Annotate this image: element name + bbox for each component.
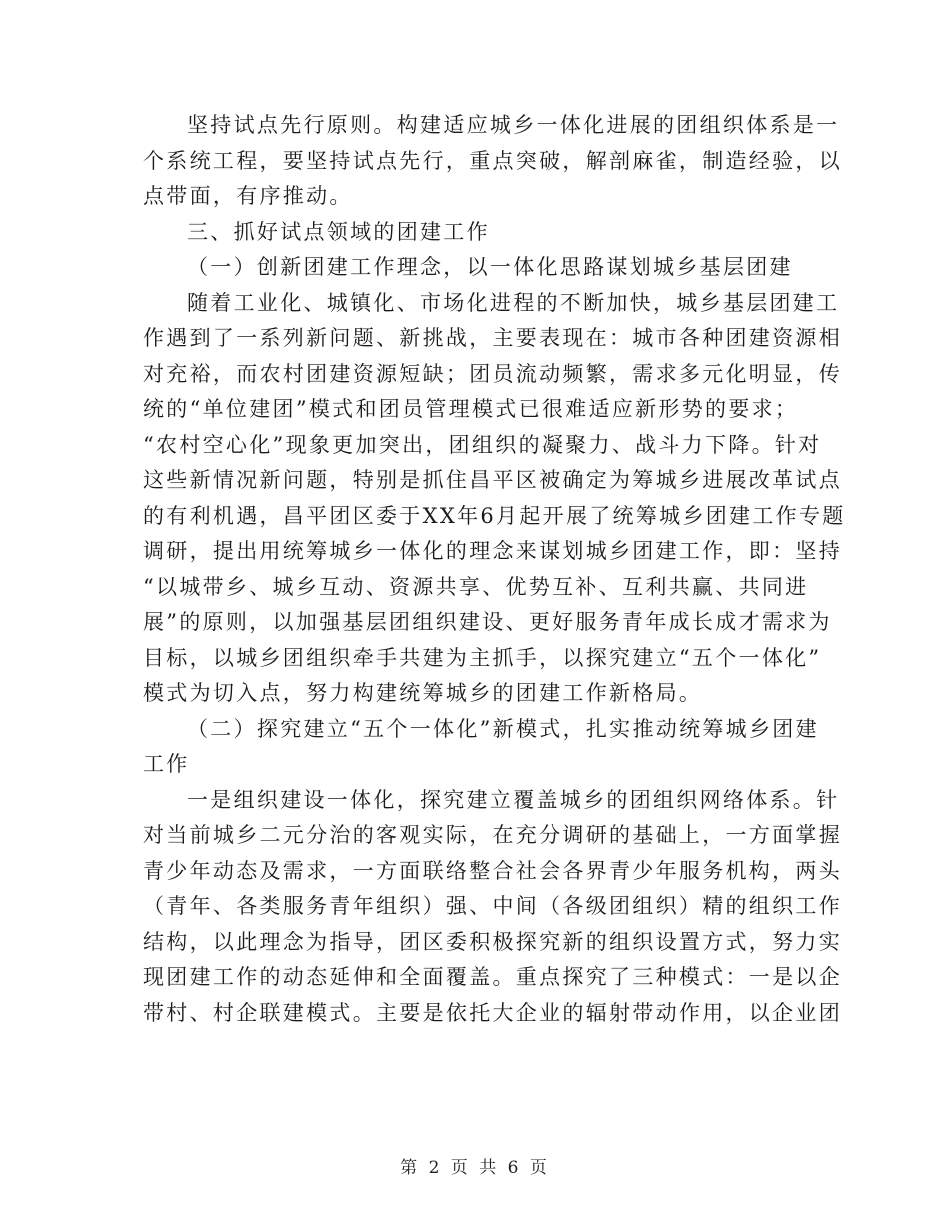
text-line: 统的“单位建团”模式和团员管理模式已很难适应新形势的要求；	[143, 397, 799, 421]
text-line: 模式为切入点，努力构建统筹城乡的团建工作新格局。	[143, 681, 703, 705]
text-line: 三、抓好试点领域的团建工作	[187, 219, 490, 244]
text-line: 随着工业化、城镇化、市场化进程的不断加快，城乡基层团建工	[187, 290, 840, 315]
text-line: 工作	[143, 752, 190, 776]
text-line: （青年、各类服务青年组织）强、中间（各级团组织）精的组织工作	[143, 894, 842, 918]
text-line: 青少年动态及需求，一方面联络整合社会各界青少年服务机构，两头	[143, 858, 842, 883]
text-line: 目标，以城乡团组织牵手共建为主抓手，以探究建立“五个一体化”	[143, 645, 822, 670]
text-line: 坚持试点先行原则。构建适应城乡一体化进展的团组织体系是一	[187, 113, 840, 137]
text-line: 展”的原则，以加强基层团组织建设、更好服务青年成长成才需求为	[143, 610, 832, 634]
text-line: “以城带乡、城乡互动、资源共享、优势互补、互利共赢、共同进	[143, 574, 809, 599]
text-line: 这些新情况新问题，特别是抓住昌平区被确定为筹城乡进展改革试点	[143, 468, 842, 492]
text-line: （一）创新团建工作理念，以一体化思路谋划城乡基层团建	[187, 255, 793, 279]
text-line: 个系统工程，要坚持试点先行，重点突破，解剖麻雀，制造经验，以	[143, 148, 842, 173]
page-footer: 第 2 页 共 6 页	[400, 1158, 550, 1178]
text-line: 对充裕，而农村团建资源短缺；团员流动频繁，需求多元化明显，传	[143, 361, 842, 386]
text-line: 点带面，有序推动。	[143, 184, 353, 208]
text-line: 的有利机遇，昌平团区委于XX年6月起开展了统筹城乡团建工作专题	[143, 503, 846, 528]
document-body	[143, 108, 846, 1031]
text-line: 对当前城乡二元分治的客观实际，在充分调研的基础上，一方面掌握	[143, 823, 842, 847]
text-line: 作遇到了一系列新问题、新挑战，主要表现在：城市各种团建资源相	[143, 326, 842, 350]
text-line: 带村、村企联建模式。主要是依托大企业的辐射带动作用，以企业团	[143, 1000, 842, 1025]
text-line: 现团建工作的动态延伸和全面覆盖。重点探究了三种模式：一是以企	[143, 965, 842, 989]
text-line: 结构，以此理念为指导，团区委积极探究新的组织设置方式，努力实	[143, 929, 842, 954]
text-line: “农村空心化”现象更加突出，团组织的凝聚力、战斗力下降。针对	[143, 432, 822, 457]
text-line: 一是组织建设一体化，探究建立覆盖城乡的团组织网络体系。针	[187, 787, 840, 812]
text-line: 调研，提出用统筹城乡一体化的理念来谋划城乡团建工作，即：坚持	[143, 539, 842, 563]
text-line: （二）探究建立“五个一体化”新模式，扎实推动统筹城乡团建	[187, 716, 819, 741]
